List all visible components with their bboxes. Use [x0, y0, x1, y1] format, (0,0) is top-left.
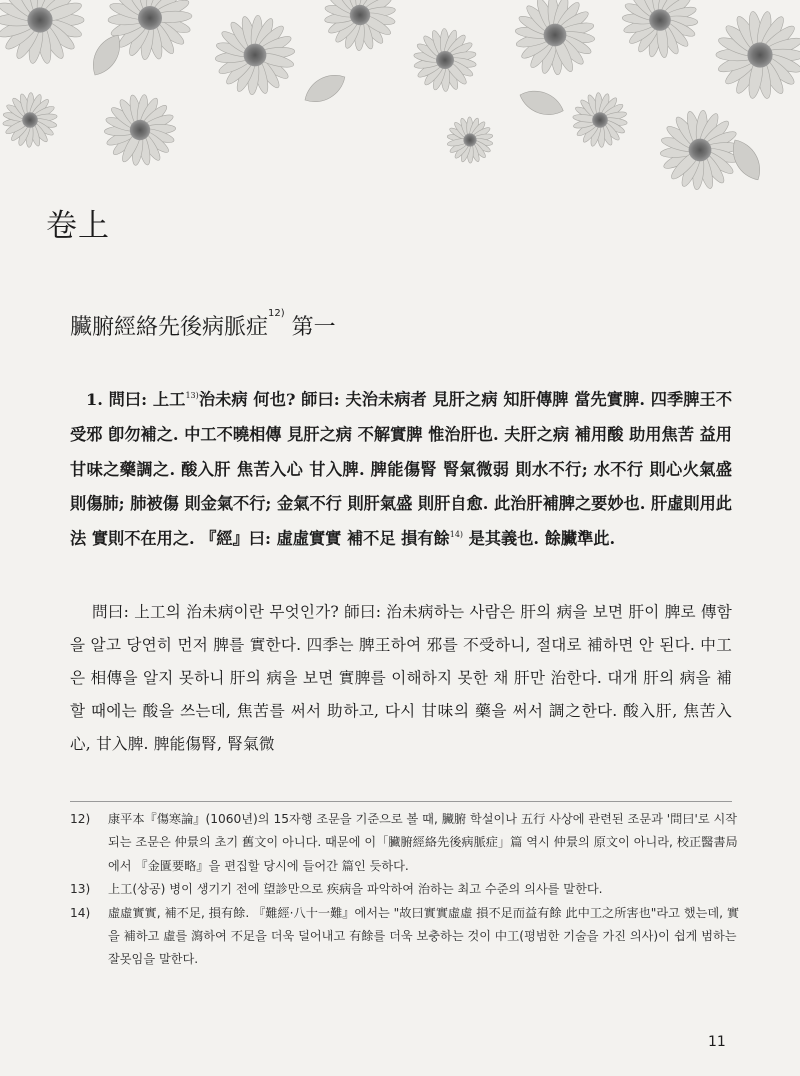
footnote-ref-13[interactable]: 13) — [185, 391, 199, 400]
chapter-title — [70, 310, 336, 341]
flower-icon — [660, 110, 740, 190]
chapter-number: 第一 — [291, 315, 336, 340]
footnotes — [70, 808, 740, 972]
footnote-number: 14) — [70, 905, 91, 920]
translation — [70, 596, 732, 761]
footnote-number: 12) — [70, 812, 91, 826]
leaf-icon — [516, 85, 566, 120]
page-number: 11 — [708, 1034, 726, 1050]
classic-paragraph — [70, 383, 732, 557]
footnote-number: 13) — [70, 882, 91, 897]
classic-text-part-1: 1. 問曰: 上工 — [86, 390, 186, 409]
flower-icon — [622, 0, 698, 58]
footnote-text: 虛虛實實, 補不足, 損有餘. 『難經·八十一難』에서는 "故曰實實虛虛 損不足而益有餘 此中工之所害也"라고 했는데, 實을 補하고 虛를 瀉하여 不足을 더욱 덜어내고 有餘를 더욱 보충하는 것이 中工(평범한 기술을 가진 의사)이 쉽게 범하는 잘못임을 말한다. — [108, 905, 740, 967]
flower-icon — [215, 15, 295, 95]
leaf-icon — [86, 30, 127, 80]
flower-icon — [0, 0, 84, 64]
chapter-title-text: 臟腑經絡先後病脈症 — [70, 315, 269, 340]
flower-icon — [108, 0, 192, 60]
flower-icon — [515, 0, 595, 75]
flower-icon — [572, 92, 627, 147]
footnote-text: 上工(상공) 병이 생기기 전에 望診만으로 疾病을 파악하여 治하는 최고 수준의 의사를 말한다. — [108, 882, 603, 897]
footnote-14 — [70, 902, 740, 972]
footnote-12 — [70, 808, 740, 878]
flower-icon — [324, 0, 396, 51]
footnote-ref-12[interactable]: 12) — [268, 308, 285, 319]
classic-text-part-3: 是其義也. 餘臟準此. — [463, 529, 616, 549]
footnote-text: 康平本『傷寒論』(1060년)의 15자행 조문을 기준으로 볼 때, 臟腑 학설이나 五行 사상에 관련된 조문과 '問曰'로 시작되는 조문은 仲景의 초기 舊文이 아니다. 때문에 이「臟腑經絡先後病脈症」篇 역시 仲景의 原文이 아니라, 校正醫書局에서 『金匱要略』을 편집할 당시에 들어간 篇인 듯하다. — [108, 812, 738, 873]
footnote-divider — [70, 801, 732, 802]
volume-title: 卷上 — [46, 208, 110, 244]
flower-icon — [716, 11, 800, 100]
flower-icon — [2, 93, 57, 148]
footnote-ref-14[interactable]: 14) — [449, 530, 464, 540]
classic-text — [70, 383, 732, 557]
flower-icon — [413, 28, 477, 91]
footnote-13 — [70, 878, 740, 901]
flower-decoration — [0, 0, 800, 200]
flower-icon — [104, 94, 176, 166]
leaf-icon — [300, 68, 350, 109]
translation-paragraph: 問曰: 上工의 治未病이란 무엇인가? 師曰: 治未病하는 사람은 肝의 病을 보면 肝이 脾로 傳함을 알고 당연히 먼저 脾를 實한다. 四季는 脾王하여 邪를 不受하니, 절대로 補하면 안 된다. 中工은 相傳을 알지 못하니 肝의 病을 보면 實脾를 이해하지 못한 채 肝만 治한다. 대개 肝의 病을 補할 때에는 酸을 쓰는데, 焦苦를 써서 助하고, 다시 甘味의 藥을 써서 調之한다. 酸入肝, 焦苦入心, 甘入脾. 脾能傷腎, 腎氣微 — [70, 603, 733, 753]
classic-text-part-2: 治未病 何也? 師曰: 夫治未病者 見肝之病 知肝傳脾 當先實脾. 四季脾王不受邪 卽勿補之. 中工不曉相傳 見肝之病 不解實脾 惟治肝也. 夫肝之病 補用酸 助用焦苦 益用甘味之藥調之. 酸入肝 焦苦入心 甘入脾. 脾能傷腎 腎氣微弱 則水不行; 水不行 則心火氣盛 則傷肺; 肺被傷 則金氣不行; 金氣不行 則肝氣盛 則肝自愈. 此治肝補脾之要妙也. 肝虛則用此法 實則不在用之. 『經』曰: 虛虛實實 補不足 損有餘 — [70, 390, 733, 549]
flower-icon — [447, 117, 494, 163]
